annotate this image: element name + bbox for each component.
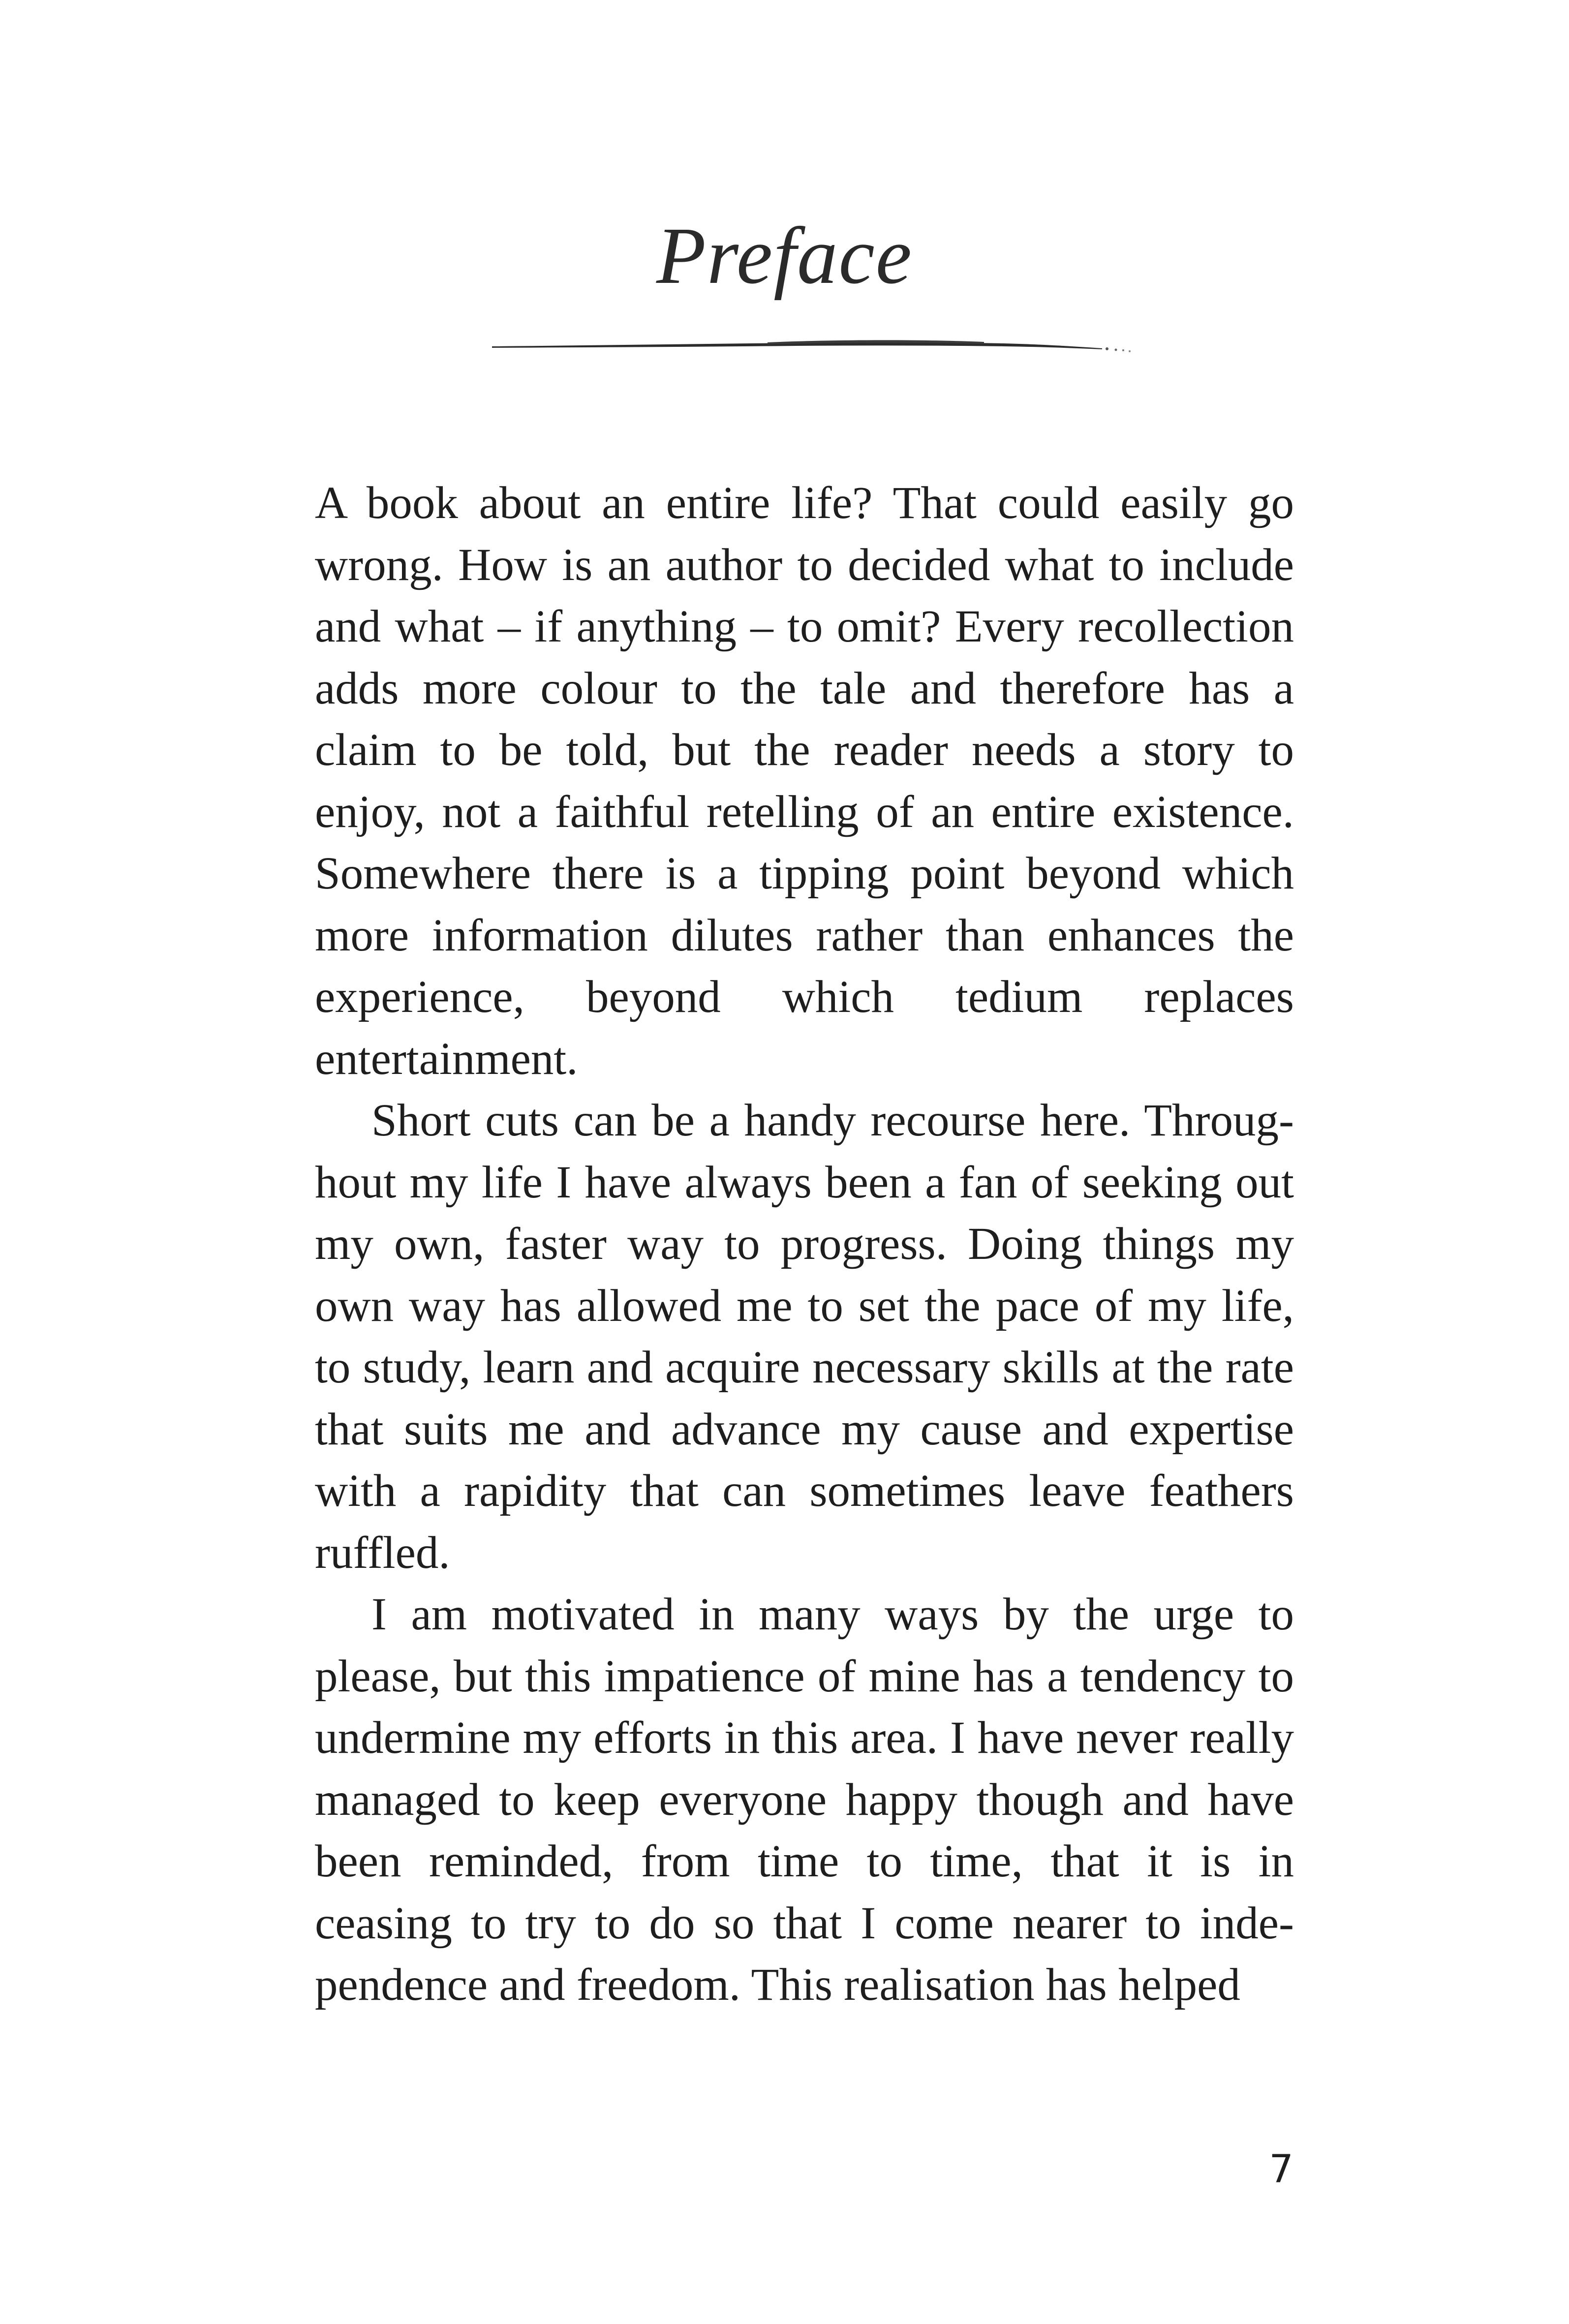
- paragraph: A book about an entire life? That could easily go wrong. How is an author to decided what to include and what – if anything – to omit? Every recollection adds more colour to the tale and therefore has a claim to be told, but the reader needs a story to enjoy, not a faithful retelling of an entire existence. Somewhere there is a tipping point beyond which more information dilutes rather than enhances the experience, beyond which tedium replaces entertainment.: [315, 478, 1294, 1084]
- title-underline-brushstroke: [492, 335, 1132, 354]
- paragraph: I am motivated in many ways by the urge to please, but this impatience of mine has a tendency to undermine my efforts in this area. I have never really managed to keep everyone happy though and have been reminded, from time to time, that it is in ceasing to try to do so that I come nearer to independence and freedom. This realisation has helped: [315, 1589, 1294, 2010]
- page-number: 7: [1269, 2147, 1293, 2192]
- paragraph: Short cuts can be a handy recourse here. Throughout my life I have always been a fan of seeking out my own, faster way to progress. Doing things my own way has allowed me to set the pace of my life, to study, learn and acquire necessary skills at the rate that suits me and advance my cause and expertise with a rapidity that can sometimes leave feathers ruffled.: [315, 1095, 1294, 1578]
- body-text: [315, 472, 1294, 2016]
- chapter-title: Preface: [656, 211, 913, 301]
